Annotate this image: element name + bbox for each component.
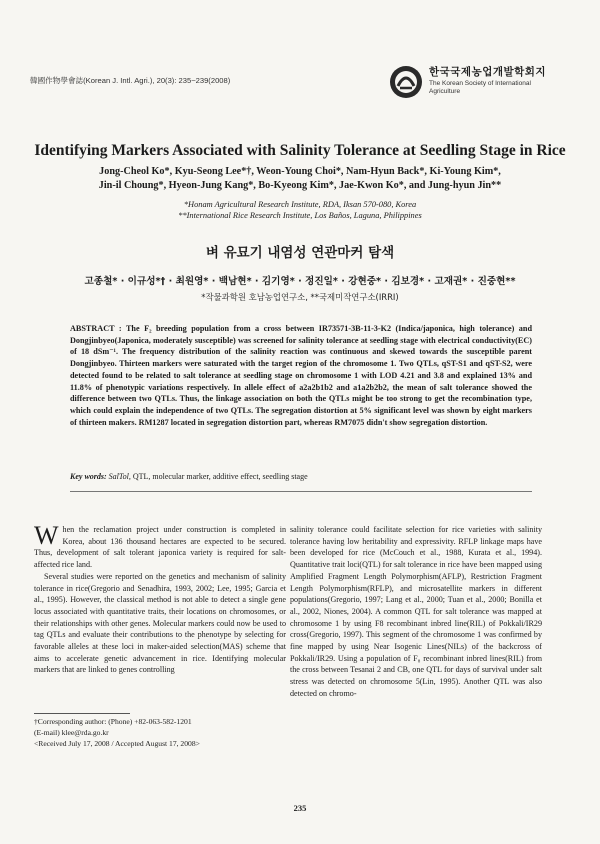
section-divider [70,491,532,492]
author-list [0,165,600,193]
society-logo [388,62,570,106]
keywords [70,472,532,481]
page-number: 235 [293,803,307,813]
affiliation-line: **International Rice Research Institute, Los Baños, Laguna, Philippines [178,211,422,220]
abstract-text: The F₂ breeding population from a cross between IR73571-3B-11-3-K2 (Indica/japonica, high tolerance) and Dongjinbyeo(Japonica, moderately susceptible) was screened for salinity tolerance at seedling stage with electrical conductivity(EC) of 18 dSm⁻¹. The frequency distribution of the salinity reaction was continuous and skewed towards the susceptible parent Dongjinbyeo. Thirteen markers were saturated with the target region of the chromosome 1. Two QTLs, qST-S1 and qST-S2, were detected found to be related to salt tolerance at seedling stage on chromosome 1 with LOD 4.21 and 3.8 and explained 13% and 11.8% of phenotypic variations respectively. In allele effect of a2a2b1b2 and a1a2b2b2, the mean of salt tolerance showed the difference between two QTLs. Thus, the linkage association on both the QTLs might be too strong to get the recombination type, which could explain the independence of two QTLs. The segregation distortion at 5% significant level was shown by eight markers of thirteen makers. RM1287 located in segregation distortion part, whereas RM7075 didn't show segregation distortion. [70,324,532,427]
korean-authors: 고종철* · 이규성*† · 최원영* · 백남현* · 김기영* · 정진일* · 강현중* · 김보경* · 고재권* · 진중현** [84,276,516,287]
abstract [70,323,532,428]
affiliation-line: *Honam Agricultural Research Institute, RDA, Iksan 570-080, Korea [183,200,417,209]
body-paragraph: salinity tolerance could facilitate selection for rice varieties with salinity tolerance having low heritability and expressivity. RFLP linkage maps have been developed for rice (McCouch et al., 1988, Kurata et al., 1994). Quantitative trait loci(QTL) for salt tolerance in rice have been mapped using Amplified Fragment Length Polymorphism(AFLP), Restriction Fragment Length Polymorphism(RFLP), and microsatellite markers in different populations(Gregorio, 1997; Lang et al., 2000; Tuan et al., 2000; Bonilla et al., 2002, Niones, 2004). A common QTL for salt tolerance was mapped at chromosome 1 by using F8 recombinant inbred line(RIL) of Pokkali/IR29 cross(Gregorio, 1997). This segment of the chromosome 1 was confirmed by fine mapped by using Near Isogenic Lines(NILs) of the backcross of Pokkali/IR29. Using a population of F₈ recombinant inbred lines(RIL) from the cross between Tesanai 2 and CB, one QTL for days of survival under salt stress was detected on chromosome 5(Lin, 1995). Another QTL was also detected on chromo- [290,525,542,698]
society-english-name: The Korean Society of International Agriculture [429,80,531,95]
korean-title: 벼 유묘기 내염성 연관마커 탐색 [205,245,395,261]
abstract-label: ABSTRACT : [70,324,126,333]
paper-title: Identifying Markers Associated with Salinity Tolerance at Seedling Stage in Rice [34,142,566,159]
journal-citation: 韓國作物學會誌(Korean J. Intl. Agri.), 20(3): 235~239(2008) [30,76,231,85]
footnote-divider [34,713,130,714]
footnote-line: †Corresponding author: (Phone) +82-063-582-1201 [34,717,192,726]
society-korean-name: 한국국제농업개발학회지 [429,66,547,78]
footnote-line: (E-mail) klee@rda.go.kr [34,727,109,737]
footnote-line: <Received July 17, 2008 / Accepted August 17, 2008> [34,738,200,748]
body-paragraph: When the reclamation project under construction is completed in Korea, about 136 thousand hectares are expected to be secured. Thus, development of salt tolerant japonica variety is required for salt-affected rice land. [34,521,286,570]
body-column-right [290,524,542,700]
body-paragraph: Several studies were reported on the genetics and mechanism of salinity tolerance in rice(Gregorio and Senadhira, 1993, 2002; Lee, 1995; Garcia et al., 1995). However, the classical method is not able to detect a single gene locus associated with quantitative traits, their locations on chromosomes, or their relationships with other genes. Molecular markers could now be used to tag QTLs and evaluate their contributions to the phenotype by selecting for favorable alleles at these loci in maker-aided selection(MAS) scheme that aims to accelerate genetic advancement in rice. Identifying molecular markers that are linked to genes controlling [34,571,286,675]
affiliations [0,199,600,221]
author-line: Jin-il Choung*, Hyeon-Jung Kang*, Bo-Kyeong Kim*, Jae-Kwon Ko*, and Jung-hyun Jin** [98,180,502,191]
keywords-label: Key words: [70,472,109,481]
korean-affiliation: *작물과학원 호남농업연구소, **국제미작연구소(IRRI) [201,292,399,302]
keyword-first: SalTol [108,472,129,481]
keywords-rest: , QTL, molecular marker, additive effect, seedling stage [128,472,308,481]
footnote [34,717,284,749]
drop-cap: W [34,521,59,550]
society-emblem-icon [388,64,424,100]
author-line: Jong-Cheol Ko*, Kyu-Seong Lee*†, Weon-Young Choi*, Nam-Hyun Back*, Ki-Young Kim*, [99,166,501,177]
body-column-left [34,521,286,676]
